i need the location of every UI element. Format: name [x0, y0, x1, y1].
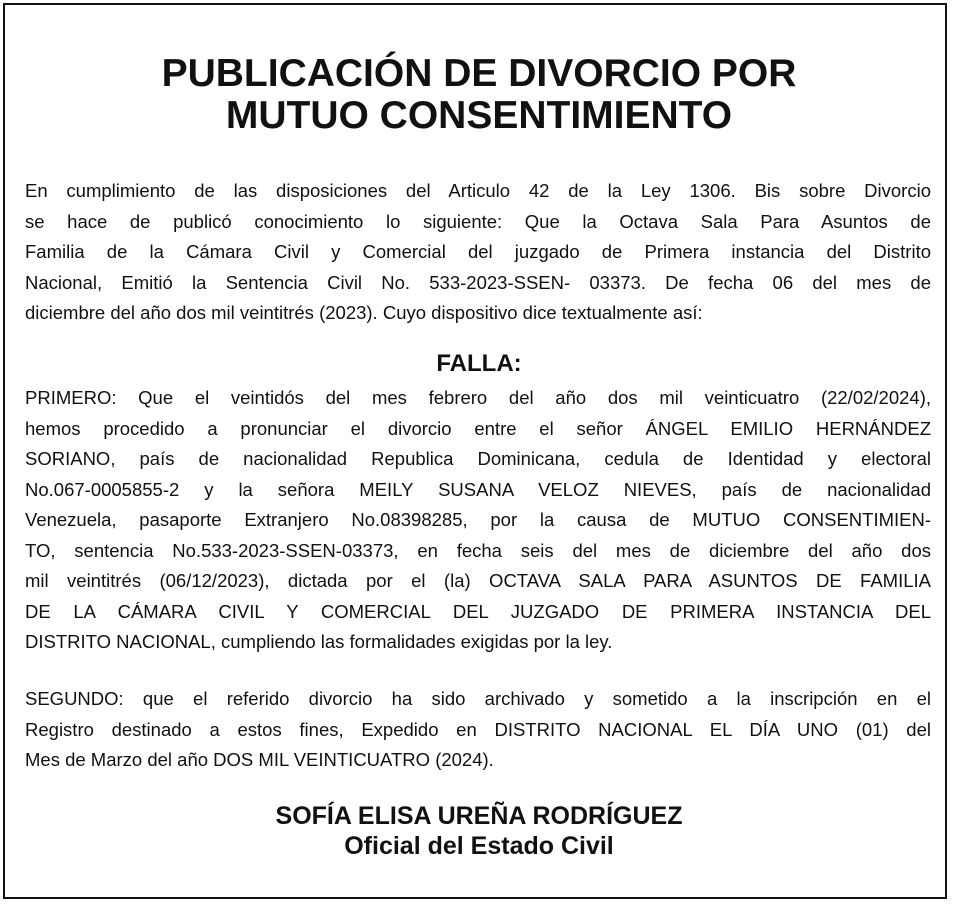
title-line-1: PUBLICACIÓN DE DIVORCIO POR [161, 52, 797, 95]
signatory-title: Oficial del Estado Civil [344, 832, 614, 860]
intro-paragraph [25, 176, 931, 329]
primero-paragraph [25, 383, 931, 658]
segundo-line: Mes de Marzo del año DOS MIL VEINTICUATRO (2024). [25, 749, 494, 770]
primero-line: DE LA CÁMARA CIVIL Y COMERCIAL DEL JUZGADO DE PRIMERA INSTANCIA DEL [25, 600, 931, 622]
primero-line: Venezuela, pasaporte Extranjero No.08398285, por la causa de MUTUO CONSENTIMIEN- [25, 509, 931, 530]
notice-frame [3, 3, 947, 899]
intro-line: Familia de la Cámara Civil y Comercial del juzgado de Primera instancia del Distrito [25, 241, 931, 262]
intro-line: Nacional, Emitió la Sentencia Civil No. 533-2023-SSEN- 03373. De fecha 06 del mes de [25, 271, 931, 293]
primero-line: hemos procedido a pronunciar el divorcio entre el señor ÁNGEL EMILIO HERNÁNDEZ [25, 417, 931, 439]
notice-title [5, 53, 953, 137]
segundo-line: Registro destinado a estos fines, Expedido en DISTRITO NACIONAL EL DÍA UNO (01) del [25, 718, 931, 740]
signatory-name: SOFÍA ELISA UREÑA RODRÍGUEZ [275, 802, 683, 830]
primero-line: TO, sentencia No.533-2023-SSEN-03373, en fecha seis del mes de diciembre del año dos [25, 539, 931, 561]
primero-line: No.067-0005855-2 y la señora MEILY SUSANA VELOZ NIEVES, país de nacionalidad [25, 478, 931, 500]
intro-line: diciembre del año dos mil veintitrés (2023). Cuyo dispositivo dice textualmente así: [25, 302, 703, 323]
segundo-line: SEGUNDO: que el referido divorcio ha sido archivado y sometido a la inscripción en el [25, 688, 931, 709]
primero-line: PRIMERO: Que el veintidós del mes febrero del año dos mil veinticuatro (22/02/2024), [25, 387, 931, 408]
intro-line: se hace de publicó conocimiento lo siguiente: Que la Octava Sala Para Asuntos de [25, 210, 931, 232]
segundo-paragraph [25, 684, 931, 776]
intro-line: En cumplimiento de las disposiciones del Articulo 42 de la Ley 1306. Bis sobre Divorcio [25, 180, 931, 201]
primero-line: DISTRITO NACIONAL, cumpliendo las formalidades exigidas por la ley. [25, 631, 613, 652]
primero-line: SORIANO, país de nacionalidad Republica Dominicana, cedula de Identidad y electoral [25, 448, 931, 469]
falla-heading: FALLA: [436, 350, 522, 377]
primero-line: mil veintitrés (06/12/2023), dictada por el (la) OCTAVA SALA PARA ASUNTOS DE FAMILIA [25, 570, 931, 591]
title-line-2: MUTUO CONSENTIMIENTO [225, 94, 733, 137]
